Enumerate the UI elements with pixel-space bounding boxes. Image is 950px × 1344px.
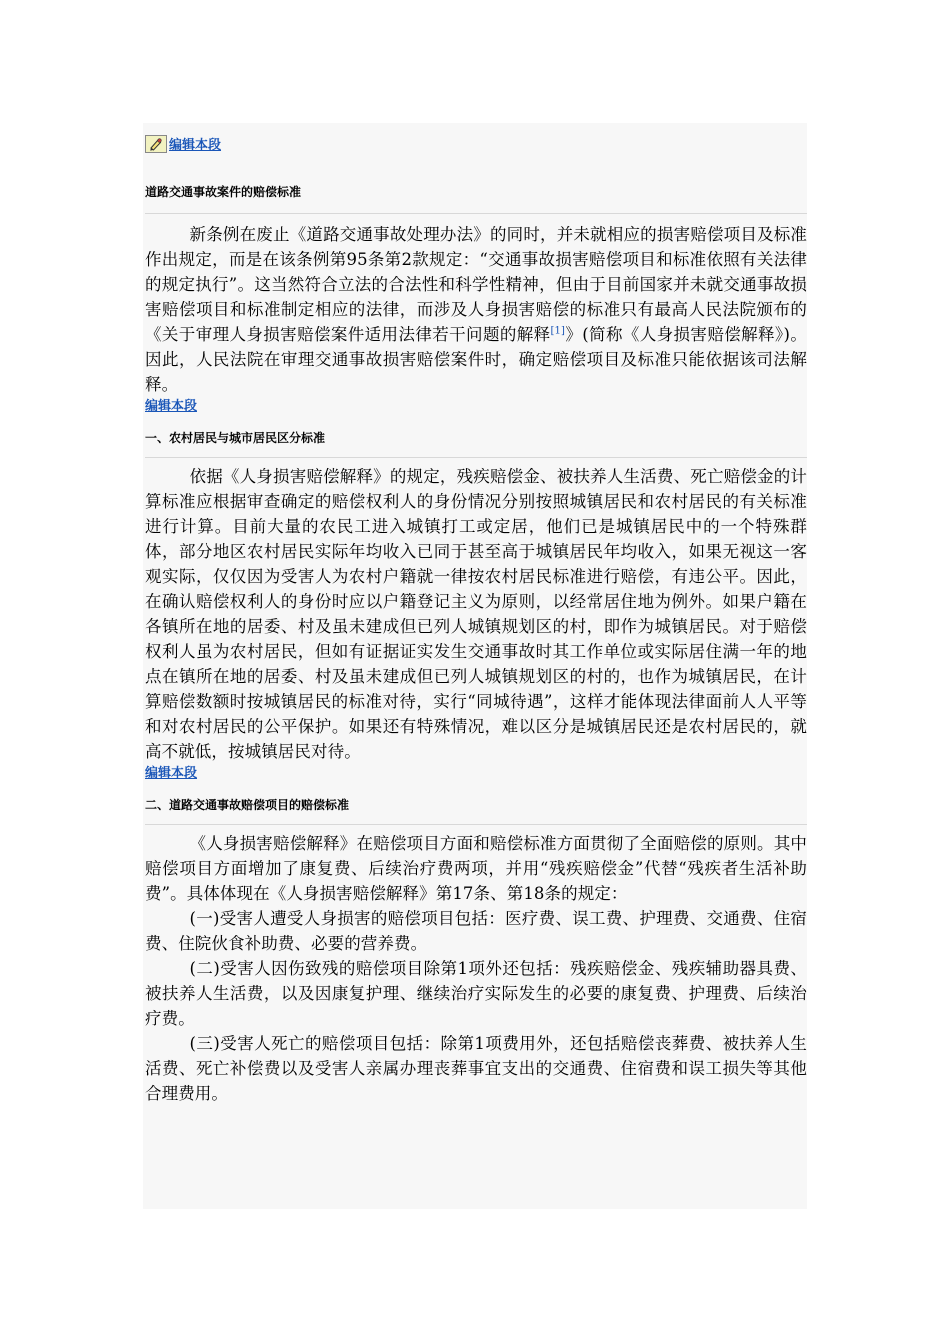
article-content <box>145 123 807 1106</box>
body-paragraph: (三)受害人死亡的赔偿项目包括：除第1项费用外，还包括赔偿丧葬费、被扶养人生活费、死亡补偿费以及受害人亲属办理丧葬事宜支出的交通费、住宿费和误工损失等其他合理费用。 <box>145 1034 807 1103</box>
body-paragraph: 依据《人身损害赔偿解释》的规定，残疾赔偿金、被扶养人生活费、死亡赔偿金的计算标准应根据审查确定的赔偿权利人的身份情况分别按照城镇居民和农村居民的有关标准进行计算。目前大量的农民工进入城镇打工或定居，他们已是城镇居民中的一个特殊群体，部分地区农村居民实际年均收入已同于甚至高于城镇居民年均收入，如果无视这一客观实际，仅仅因为受害人为农村户籍就一律按农村居民标准进行赔偿，有违公平。因此，在确认赔偿权利人的身份时应以户籍登记主义为原则，以经常居住地为例外。如果户籍在各镇所在地的居委、村及虽未建成但已列人城镇规划区的村，即作为城镇居民。对于赔偿权利人虽为农村居民，但如有证据证实发生交通事故时其工作单位或实际居住满一年的地点在镇所在地的居委、村及虽未建成但已列人城镇规划区的村的，也作为城镇居民，在计算赔偿数额时按城镇居民的标准对待，实行“同城待遇”，这样才能体现法律面前人人平等和对农村居民的公平保护。如果还有特殊情况，难以区分是城镇居民还是农村居民的，就高不就低，按城镇居民对待。 <box>145 467 807 761</box>
edit-section-link[interactable]: 编辑本段 <box>145 399 198 414</box>
body-paragraph: 《人身损害赔偿解释》在赔偿项目方面和赔偿标准方面贯彻了全面赔偿的原则。其中赔偿项目方面增加了康复费、后续治疗费两项，并用“残疾赔偿金”代替“残疾者生活补助费”。具体体现在《人身损害赔偿解释》第17条、第18条的规定： <box>145 834 807 903</box>
body-paragraph: (一)受害人遭受人身损害的赔偿项目包括：医疗费、误工费、护理费、交通费、住宿费、住院伙食补助费、必要的营养费。 <box>145 909 807 953</box>
footnote-ref-link[interactable]: [1] <box>550 325 566 337</box>
edit-section-row <box>145 123 807 153</box>
edit-section-link[interactable]: 编辑本段 <box>145 766 198 781</box>
section-heading: 一、农村居民与城市居民区分标准 <box>145 431 326 445</box>
edit-section-link[interactable]: 编辑本段 <box>169 138 222 153</box>
edit-pencil-icon[interactable] <box>145 135 167 153</box>
body-paragraph: (二)受害人因伤致残的赔偿项目除第1项外还包括：残疾赔偿金、残疾辅助器具费、被扶养人生活费，以及因康复护理、继续治疗实际发生的必要的康复费、护理费、后续治疗费。 <box>145 959 807 1028</box>
body-paragraph: 新条例在废止《道路交通事故处理办法》的同时，并未就相应的损害赔偿项目及标准作出规定，而是在该条例第95条第2款规定：“交通事故损害赔偿项目和标准依照有关法律的规定执行”。这当然符合立法的合法性和科学性精神，但由于目前国家并未就交通事故损害赔偿项目和标准制定相应的法律，而涉及人身损害赔偿的标准只有最高人民法院颁布的《关于审理人身损害赔偿案件适用法律若干问题的解释[1]》(简称《人身损害赔偿解释》)。因此，人民法院在审理交通事故损害赔偿案件时，确定赔偿项目及标准只能依据该司法解释。 <box>145 225 807 394</box>
section-heading: 道路交通事故案件的赔偿标准 <box>145 185 302 199</box>
section-heading: 二、道路交通事故赔偿项目的赔偿标准 <box>145 798 350 812</box>
